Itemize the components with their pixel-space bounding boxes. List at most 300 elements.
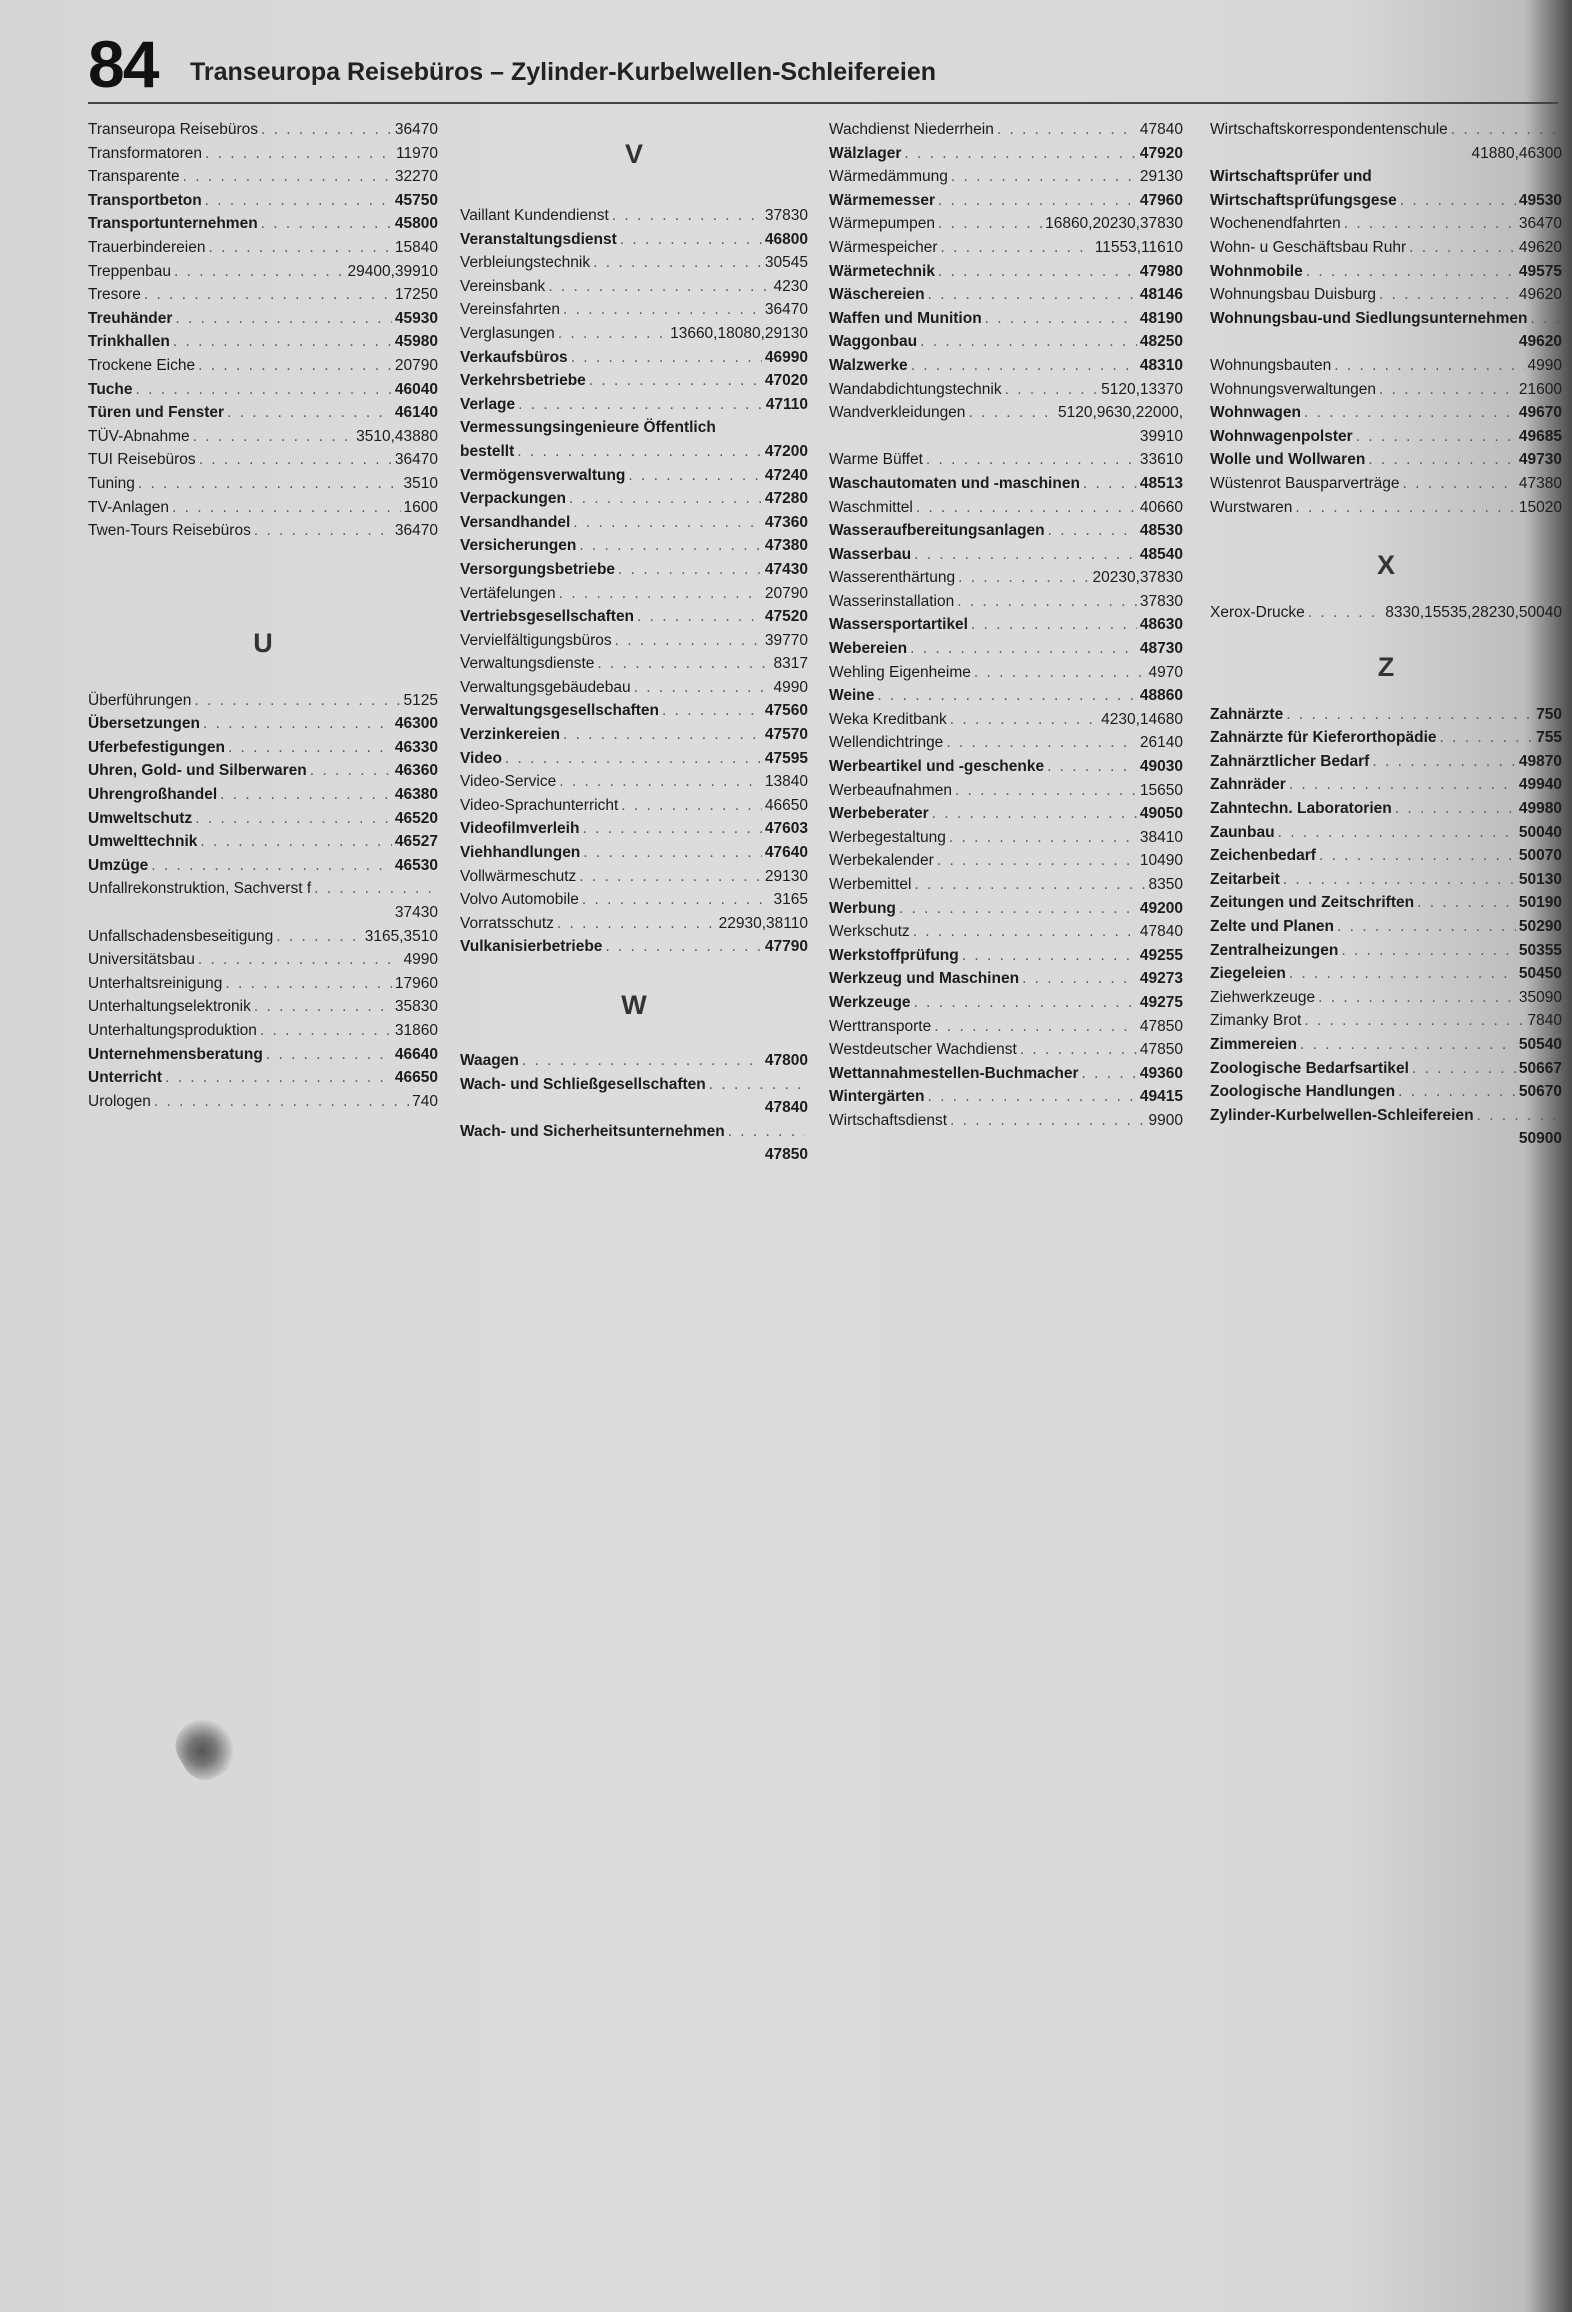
index-entry (88, 1043, 438, 1067)
entry-number: 47603 (764, 820, 808, 838)
entry-name: Wohnungsbau Duisburg (1210, 286, 1377, 304)
index-entry (829, 566, 1183, 590)
entry-name: Tuche (88, 380, 133, 398)
leader-dots (904, 142, 1137, 166)
index-entry (829, 1015, 1183, 1039)
index-entry (829, 378, 1183, 402)
entry-name: Tresore (88, 286, 141, 304)
leader-dots (1372, 750, 1516, 774)
entry-row (460, 275, 808, 299)
entry-row (829, 566, 1183, 590)
index-entry (460, 888, 808, 912)
entry-number: 47240 (764, 466, 808, 484)
entry-row (460, 865, 808, 889)
entry-number: 41880,46300 (1471, 144, 1562, 162)
entry-number: 1600 (403, 498, 438, 516)
entry-name: Versorgungsbetriebe (460, 560, 616, 578)
index-entry (1210, 260, 1562, 284)
entry-row (829, 826, 1183, 850)
index-entry (1210, 496, 1562, 520)
leader-dots (1300, 1033, 1516, 1057)
entry-row (1210, 726, 1562, 750)
leader-dots (203, 712, 392, 736)
index-entry (829, 708, 1183, 732)
entry-number: 46300 (394, 715, 438, 733)
index-entry (88, 401, 438, 425)
index-entry (88, 877, 438, 924)
leader-dots (144, 283, 392, 307)
entry-name: Wintergärten (829, 1088, 925, 1106)
entry-row (1210, 425, 1562, 449)
entry-row (829, 165, 1183, 189)
leader-dots (557, 912, 716, 936)
leader-dots (559, 582, 762, 606)
entry-row (460, 511, 808, 535)
entry-row (829, 731, 1183, 755)
entry-row (829, 1085, 1183, 1109)
entry-number-cont: 39910 (1139, 427, 1183, 445)
index-entry (829, 354, 1183, 378)
leader-dots (579, 534, 762, 558)
entry-row (1210, 448, 1562, 472)
entry-name: Transportunternehmen (88, 215, 258, 233)
entry-number: 48860 (1139, 687, 1183, 705)
section-letter: X (1376, 550, 1395, 581)
entry-name: Waschmittel (829, 498, 913, 516)
index-entry (460, 1120, 808, 1167)
entry-number: 49575 (1518, 262, 1562, 280)
entry-name: Wasseraufbereitungsanlagen (829, 522, 1045, 540)
index-entry (460, 487, 808, 511)
entry-number: 20790 (394, 356, 438, 374)
entry-number: 4970 (1148, 663, 1183, 681)
index-column-2 (460, 118, 808, 1167)
index-entry (1210, 1057, 1562, 1081)
leader-dots (974, 661, 1146, 685)
entry-row (88, 260, 438, 284)
entry-number: 47960 (1139, 191, 1183, 209)
index-entry (460, 464, 808, 488)
entry-row (460, 346, 808, 370)
leader-dots (950, 708, 1098, 732)
leader-dots (583, 841, 762, 865)
leader-dots (1286, 703, 1533, 727)
entry-row (1210, 378, 1562, 402)
entry-number: 13840 (764, 773, 808, 791)
entry-row (1210, 401, 1562, 425)
index-entry (1210, 891, 1562, 915)
entry-row (460, 699, 808, 723)
leader-dots (938, 212, 1042, 236)
leader-dots (573, 511, 762, 535)
leader-dots (559, 770, 762, 794)
index-entry (1210, 939, 1562, 963)
entry-number: 48540 (1139, 545, 1183, 563)
entry-name: Verkaufsbüros (460, 348, 568, 366)
entry-number: 46650 (394, 1069, 438, 1087)
entry-row (829, 330, 1183, 354)
leader-dots (589, 369, 762, 393)
leader-dots (558, 322, 667, 346)
entry-name: Wirtschaftskorrespondentenschule (1210, 121, 1448, 138)
entry-row (460, 1049, 808, 1073)
leader-dots (916, 496, 1137, 520)
entry-name: Vollwärmeschutz (460, 867, 577, 885)
page-number: 84 (88, 27, 158, 101)
entry-name: TUI Reisebüros (88, 451, 196, 469)
entry-number: 50130 (1518, 870, 1562, 888)
index-entry (829, 1062, 1183, 1086)
leader-dots (579, 865, 762, 889)
entry-row (88, 783, 438, 807)
entry-name: Vaillant Kundendienst (460, 207, 609, 224)
entry-name: Zeichenbedarf (1210, 847, 1316, 865)
entry-row (460, 605, 808, 629)
index-entry (88, 118, 438, 142)
entry-number: 46527 (394, 833, 438, 851)
index-entry (88, 307, 438, 331)
entry-row (88, 283, 438, 307)
leader-dots (899, 897, 1137, 921)
entry-row (460, 652, 808, 676)
index-entry (829, 873, 1183, 897)
entry-name: Video-Service (460, 773, 557, 791)
entry-row (460, 935, 808, 959)
index-entry (460, 275, 808, 299)
entry-number: 48310 (1139, 356, 1183, 374)
leader-dots (195, 807, 392, 831)
leader-dots (1304, 1009, 1524, 1033)
entry-name: Wohnwagen (1210, 404, 1301, 422)
entry-number: 4990 (1527, 356, 1562, 374)
entry-name: Tuning (88, 474, 135, 492)
index-entry (1210, 986, 1562, 1010)
entry-number: 49200 (1139, 899, 1183, 917)
index-entry (88, 330, 438, 354)
leader-dots (913, 920, 1137, 944)
index-entry (460, 747, 808, 771)
index-entry (460, 912, 808, 936)
leader-dots (1379, 378, 1516, 402)
entry-row (88, 830, 438, 854)
leader-dots (563, 298, 762, 322)
index-entry (829, 496, 1183, 520)
leader-dots (1278, 821, 1516, 845)
entry-number: 49415 (1139, 1088, 1183, 1106)
index-entry (1210, 401, 1562, 425)
entry-number: 11553,11610 (1094, 238, 1183, 256)
entry-name: Werbekalender (829, 852, 934, 870)
entry-name: Wach- und Sicherheitsunternehmen (460, 1122, 725, 1140)
entry-name: Webereien (829, 640, 908, 658)
leader-dots (927, 1085, 1136, 1109)
entry-number: 49255 (1139, 946, 1183, 964)
leader-dots (1319, 844, 1516, 868)
entry-number: 47360 (764, 513, 808, 531)
entry-number: 47920 (1139, 144, 1183, 162)
entry-name: Unterhaltungselektronik (88, 998, 251, 1016)
entry-row (460, 888, 808, 912)
entry-name: Werbemittel (829, 876, 912, 893)
index-entry (88, 736, 438, 760)
entry-row (829, 260, 1183, 284)
entry-row (88, 472, 438, 496)
entry-number: 48730 (1139, 640, 1183, 658)
entry-row (1210, 601, 1562, 625)
entry-number: 49050 (1139, 805, 1183, 823)
leader-dots (151, 854, 392, 878)
entry-number: 49360 (1139, 1064, 1183, 1082)
leader-dots (914, 873, 1145, 897)
entry-row (1210, 986, 1562, 1010)
index-entry (460, 534, 808, 558)
entry-row (460, 228, 808, 252)
entry-row (88, 425, 438, 449)
index-entry (829, 330, 1183, 354)
index-entry (88, 142, 438, 166)
leader-dots (154, 1090, 409, 1114)
index-entry (1210, 307, 1562, 354)
index-entry (1210, 750, 1562, 774)
entry-name: Wärmepumpen (829, 215, 935, 233)
entry-name: Zimmereien (1210, 1036, 1298, 1053)
entry-number: 48190 (1139, 309, 1183, 327)
index-entry (1210, 962, 1562, 986)
entry-name: Vertäfelungen (460, 584, 556, 602)
leader-dots (928, 283, 1137, 307)
entry-row (829, 307, 1183, 331)
entry-name: Wüstenrot Bausparverträge (1210, 474, 1400, 492)
leader-dots (926, 448, 1137, 472)
entry-name: Zoologische Bedarfsartikel (1210, 1059, 1409, 1077)
index-entry (1210, 378, 1562, 402)
entry-name: Umwelttechnik (88, 833, 198, 851)
entry-name: Weine (829, 687, 875, 705)
entry-number: 20230,37830 (1092, 569, 1183, 587)
entry-name: Wasserinstallation (829, 592, 955, 610)
index-entry (1210, 425, 1562, 449)
entry-row (829, 779, 1183, 803)
index-entry (1210, 1104, 1562, 1151)
entry-row (88, 854, 438, 878)
leader-dots (199, 448, 392, 472)
index-entry (460, 369, 808, 393)
entry-name: Wurstwaren (1210, 498, 1293, 516)
leader-dots (175, 307, 391, 331)
entry-number: 46140 (394, 404, 438, 422)
entry-row (460, 723, 808, 747)
index-entry (460, 770, 808, 794)
leader-dots (946, 731, 1137, 755)
section-letter: U (253, 627, 273, 658)
entry-row (460, 747, 808, 771)
entry-name: Zentralheizungen (1210, 941, 1339, 959)
entry-name: Waggonbau (829, 333, 918, 351)
entry-number: 49870 (1518, 752, 1562, 770)
entry-number: 50670 (1518, 1083, 1562, 1101)
index-entry (829, 826, 1183, 850)
index-entry (1210, 726, 1562, 750)
leader-dots (563, 723, 762, 747)
entry-row (460, 369, 808, 393)
entry-row (1210, 307, 1562, 331)
leader-dots (200, 830, 392, 854)
entry-name: Wirtschaftsprüfungsgese (1210, 191, 1397, 209)
index-entry (829, 1085, 1183, 1109)
leader-dots (1048, 519, 1137, 543)
entry-number: 740 (412, 1092, 438, 1110)
index-entry (1210, 1033, 1562, 1057)
leader-dots (709, 1073, 805, 1097)
entry-name: Urologen (88, 1092, 151, 1110)
entry-number: 50355 (1518, 941, 1562, 959)
index-entry (460, 416, 808, 463)
index-entry (88, 165, 438, 189)
entry-name: Werbeberater (829, 805, 929, 823)
index-entry (460, 582, 808, 606)
entry-row (829, 849, 1183, 873)
leader-dots (877, 684, 1137, 708)
entry-name: Unterhaltsreinigung (88, 974, 223, 992)
entry-number: 49620 (1518, 286, 1562, 304)
entry-name: Unfallschadensbeseitigung (88, 927, 274, 945)
entry-name: Universitätsbau (88, 951, 195, 969)
index-column-3 (829, 118, 1183, 1133)
index-entry (1210, 472, 1562, 496)
entry-number: 47840 (764, 1099, 808, 1117)
leader-dots (1417, 891, 1516, 915)
entry-row (88, 736, 438, 760)
entry-row (829, 354, 1183, 378)
index-entry (460, 511, 808, 535)
entry-number: 47520 (764, 608, 808, 626)
leader-dots (957, 590, 1137, 614)
leader-dots (1451, 118, 1559, 142)
leader-dots (1289, 962, 1516, 986)
entry-row (829, 661, 1183, 685)
entry-name: Wärmedämmung (829, 168, 948, 186)
entry-name: Treppenbau (88, 262, 172, 280)
index-entry (460, 723, 808, 747)
leader-dots (1344, 212, 1516, 236)
entry-number: 45800 (394, 215, 438, 233)
index-entry (460, 251, 808, 275)
entry-number: 48146 (1139, 286, 1183, 304)
entry-row (1210, 236, 1562, 260)
entry-number: 50290 (1518, 918, 1562, 936)
entry-name: Verwaltungsgesellschaften (460, 702, 659, 720)
entry-name: Volvo Automobile (460, 891, 579, 909)
entry-row (829, 189, 1183, 213)
leader-dots (1337, 915, 1516, 939)
leader-dots (958, 566, 1089, 590)
leader-dots (1022, 967, 1137, 991)
entry-number: 5120,9630,22000, (1058, 404, 1183, 422)
entry-row (829, 1109, 1183, 1133)
entry-row (829, 378, 1183, 402)
entry-row (1210, 773, 1562, 797)
entry-name: Vereinsbank (460, 277, 546, 295)
leader-dots (605, 935, 761, 959)
entry-number: 37830 (1139, 592, 1183, 610)
index-entry (1210, 448, 1562, 472)
entry-number: 16860,20230,37830 (1045, 215, 1183, 233)
entry-name: Wettannahmestellen-Buchmacher (829, 1064, 1079, 1082)
entry-name: Werbeaufnahmen (829, 781, 952, 799)
page-title: Transeuropa Reisebüros – Zylinder-Kurbelwellen-Schleifereien (190, 58, 937, 86)
leader-dots (518, 393, 763, 417)
index-entry (829, 519, 1183, 543)
entry-row (1210, 703, 1562, 727)
entry-number: 47840 (1139, 923, 1183, 941)
leader-dots (260, 1019, 392, 1043)
index-entry (460, 1049, 808, 1073)
entry-number: 36470 (1518, 215, 1562, 233)
entry-row (829, 873, 1183, 897)
entry-number: 50450 (1518, 965, 1562, 983)
entry-row (88, 759, 438, 783)
index-entry (1210, 773, 1562, 797)
entry-name: Zaunbau (1210, 823, 1275, 841)
entry-name: Transformatoren (88, 144, 202, 162)
entry-number: 49980 (1518, 800, 1562, 818)
entry-name: Überführungen (88, 691, 192, 709)
entry-name: Wohnungsverwaltungen (1210, 380, 1377, 398)
leader-dots (314, 877, 435, 901)
leader-dots (662, 699, 762, 723)
entry-row (829, 283, 1183, 307)
index-entry (460, 322, 808, 346)
index-entry (1210, 118, 1562, 165)
entry-number: 46520 (394, 809, 438, 827)
leader-dots (985, 307, 1137, 331)
spacer (460, 1041, 808, 1049)
entry-name: Zahntechn. Laboratorien (1210, 800, 1392, 818)
entry-row (829, 236, 1183, 260)
entry-number: 49730 (1518, 451, 1562, 469)
leader-dots (136, 378, 392, 402)
entry-row (829, 920, 1183, 944)
entry-name: Werbung (829, 899, 896, 917)
entry-name: Versandhandel (460, 513, 571, 531)
entry-name: Wäschereien (829, 286, 925, 304)
index-entry (88, 948, 438, 972)
entry-number: 49670 (1518, 404, 1562, 422)
entry-number: 46800 (764, 230, 808, 248)
index-entry (88, 212, 438, 236)
leader-dots (1530, 307, 1559, 331)
entry-number: 50190 (1518, 894, 1562, 912)
entry-row (829, 967, 1183, 991)
index-entry (829, 448, 1183, 472)
index-entry (829, 1038, 1183, 1062)
entry-name: Xerox-Drucke (1210, 604, 1305, 622)
entry-number: 5120,13370 (1101, 380, 1183, 398)
entry-number: 50900 (1518, 1130, 1562, 1148)
index-entry (88, 425, 438, 449)
entry-row (460, 817, 808, 841)
entry-number: 49273 (1139, 970, 1183, 988)
entry-name: Unternehmensberatung (88, 1045, 263, 1063)
entry-name: Waagen (460, 1052, 519, 1069)
index-entry (829, 920, 1183, 944)
leader-dots (910, 637, 1137, 661)
index-entry (460, 346, 808, 370)
entry-name: Übersetzungen (88, 715, 200, 733)
index-entry (1210, 236, 1562, 260)
index-entry (1210, 189, 1562, 213)
leader-dots (938, 189, 1137, 213)
